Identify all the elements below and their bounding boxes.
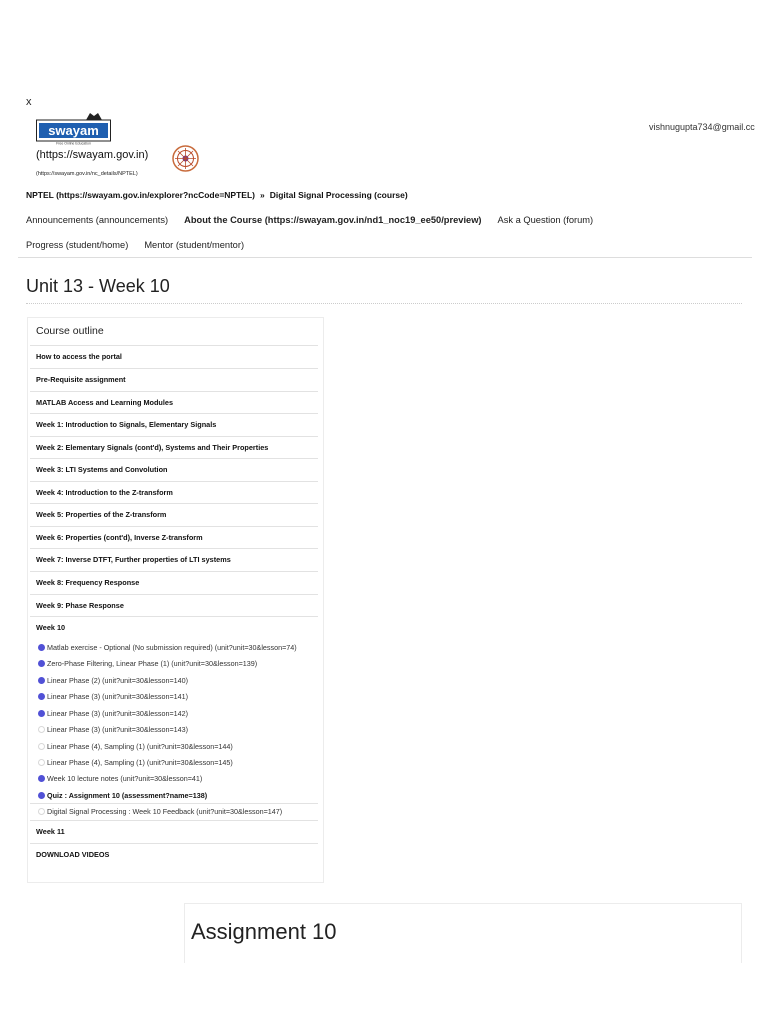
lesson-label: Quiz : Assignment 10 (assessment?name=138) bbox=[47, 791, 208, 800]
outline-item-label: Week 8: Frequency Response bbox=[36, 578, 140, 587]
nptel-link[interactable]: (https://swayam.gov.in/nc_details/NPTEL) bbox=[36, 171, 138, 177]
outline-item-label: Week 6: Properties (cont'd), Inverse Z-transform bbox=[36, 533, 203, 542]
completed-dot-icon bbox=[38, 677, 45, 684]
lesson-label: Linear Phase (4), Sampling (1) (unit?unit=30&lesson=145) bbox=[47, 758, 233, 767]
lesson-item[interactable] bbox=[38, 676, 188, 685]
nav-announcements[interactable]: Announcements (announcements) bbox=[26, 215, 169, 225]
outline-item-week-3[interactable] bbox=[30, 458, 318, 480]
nav-progress[interactable]: Progress (student/home) bbox=[26, 240, 129, 250]
lesson-item[interactable] bbox=[38, 709, 188, 718]
lesson-item[interactable] bbox=[38, 758, 233, 767]
lesson-item[interactable] bbox=[38, 807, 282, 816]
outline-item-label: Week 7: Inverse DTFT, Further properties of LTI systems bbox=[36, 555, 231, 564]
lesson-item[interactable] bbox=[38, 742, 233, 751]
lesson-label: Linear Phase (3) (unit?unit=30&lesson=141) bbox=[47, 692, 189, 701]
nptel-logo-icon bbox=[172, 145, 199, 172]
lesson-item[interactable] bbox=[38, 725, 188, 734]
breadcrumb-course[interactable]: Digital Signal Processing (course) bbox=[269, 190, 408, 200]
lesson-label: Linear Phase (3) (unit?unit=30&lesson=143) bbox=[47, 725, 189, 734]
mortarboard-icon bbox=[86, 113, 102, 120]
page-title: Unit 13 - Week 10 bbox=[26, 276, 170, 296]
logo-text: swayam bbox=[48, 123, 99, 138]
user-email[interactable]: vishnugupta734@gmail.cc bbox=[649, 122, 755, 132]
empty-dot-icon bbox=[38, 759, 45, 766]
outline-item-week-10[interactable] bbox=[30, 616, 318, 638]
outline-item-label: Week 4: Introduction to the Z-transform bbox=[36, 488, 173, 497]
outline-item-week-2[interactable] bbox=[30, 436, 318, 458]
title-divider bbox=[26, 303, 742, 304]
nav-about-course[interactable]: About the Course (https://swayam.gov.in/nd1_noc19_ee50/preview) bbox=[184, 215, 482, 225]
course-outline-heading: Course outline bbox=[36, 325, 104, 337]
outline-item-week-1[interactable] bbox=[30, 413, 318, 435]
assignment-title: Assignment 10 bbox=[191, 919, 337, 944]
outline-item-week-4[interactable] bbox=[30, 481, 318, 503]
completed-dot-icon bbox=[38, 644, 45, 651]
outline-item-how-to-access[interactable] bbox=[30, 345, 318, 367]
lesson-label: Digital Signal Processing : Week 10 Feedback (unit?unit=30&lesson=147) bbox=[47, 807, 283, 816]
lesson-label: Linear Phase (3) (unit?unit=30&lesson=142) bbox=[47, 709, 189, 718]
completed-dot-icon bbox=[38, 792, 45, 799]
empty-dot-icon bbox=[38, 726, 45, 733]
outline-item-week-8[interactable] bbox=[30, 571, 318, 593]
outline-item-label: Week 2: Elementary Signals (cont'd), Systems and Their Properties bbox=[36, 443, 269, 452]
lesson-label: Week 10 lecture notes (unit?unit=30&lesson=41) bbox=[47, 774, 203, 783]
outline-item-label: MATLAB Access and Learning Modules bbox=[36, 398, 174, 407]
lesson-label: Matlab exercise - Optional (No submission required) (unit?unit=30&lesson=74) bbox=[47, 643, 297, 652]
lesson-item[interactable] bbox=[38, 659, 257, 668]
outline-item-label: Week 1: Introduction to Signals, Elementary Signals bbox=[36, 420, 217, 429]
breadcrumb-nptel[interactable]: NPTEL (https://swayam.gov.in/explorer?ncCode=NPTEL) bbox=[26, 190, 255, 200]
close-button[interactable]: x bbox=[26, 96, 32, 108]
lesson-item[interactable] bbox=[38, 774, 202, 783]
outline-item-label: Week 3: LTI Systems and Convolution bbox=[36, 465, 168, 474]
outline-item-label: Week 9: Phase Response bbox=[36, 601, 124, 610]
outline-item-week-9[interactable] bbox=[30, 594, 318, 616]
swayam-logo-graphic bbox=[36, 112, 112, 146]
nav-ask-question[interactable]: Ask a Question (forum) bbox=[497, 215, 594, 225]
nptel-logo[interactable] bbox=[172, 145, 199, 172]
lesson-divider bbox=[30, 803, 318, 804]
outline-item-label: Week 5: Properties of the Z-transform bbox=[36, 510, 167, 519]
lesson-item[interactable] bbox=[38, 692, 188, 701]
outline-item-download-videos[interactable] bbox=[30, 843, 318, 865]
completed-dot-icon bbox=[38, 693, 45, 700]
outline-item-matlab[interactable] bbox=[30, 391, 318, 413]
outline-item-week-7[interactable] bbox=[30, 548, 318, 570]
completed-dot-icon bbox=[38, 660, 45, 667]
outline-item-label: Pre-Requisite assignment bbox=[36, 375, 126, 384]
swayam-logo[interactable] bbox=[36, 112, 112, 146]
logo-tagline: Free Online Education bbox=[56, 141, 91, 146]
lesson-label: Zero-Phase Filtering, Linear Phase (1) (unit?unit=30&lesson=139) bbox=[47, 659, 258, 668]
outline-item-label: DOWNLOAD VIDEOS bbox=[36, 850, 110, 859]
outline-item-label: Week 11 bbox=[36, 827, 65, 836]
lesson-item-current[interactable] bbox=[38, 791, 207, 800]
outline-item-week-6[interactable] bbox=[30, 526, 318, 548]
completed-dot-icon bbox=[38, 710, 45, 717]
breadcrumb bbox=[26, 190, 408, 200]
outline-item-week-11[interactable] bbox=[30, 820, 318, 842]
swayam-link[interactable]: (https://swayam.gov.in) bbox=[36, 149, 149, 161]
outline-item-label: How to access the portal bbox=[36, 352, 122, 361]
course-nav bbox=[26, 215, 609, 225]
nav-divider bbox=[18, 257, 752, 258]
breadcrumb-separator: » bbox=[260, 190, 265, 200]
outline-item-label: Week 10 bbox=[36, 623, 66, 632]
outline-item-prerequisite[interactable] bbox=[30, 368, 318, 390]
lesson-label: Linear Phase (2) (unit?unit=30&lesson=140) bbox=[47, 676, 189, 685]
course-nav-second-row bbox=[26, 240, 260, 250]
lesson-item[interactable] bbox=[38, 643, 297, 652]
empty-dot-icon bbox=[38, 808, 45, 815]
nav-mentor[interactable]: Mentor (student/mentor) bbox=[144, 240, 245, 250]
empty-dot-icon bbox=[38, 743, 45, 750]
lesson-label: Linear Phase (4), Sampling (1) (unit?unit=30&lesson=144) bbox=[47, 742, 233, 751]
completed-dot-icon bbox=[38, 775, 45, 782]
outline-item-week-5[interactable] bbox=[30, 503, 318, 525]
